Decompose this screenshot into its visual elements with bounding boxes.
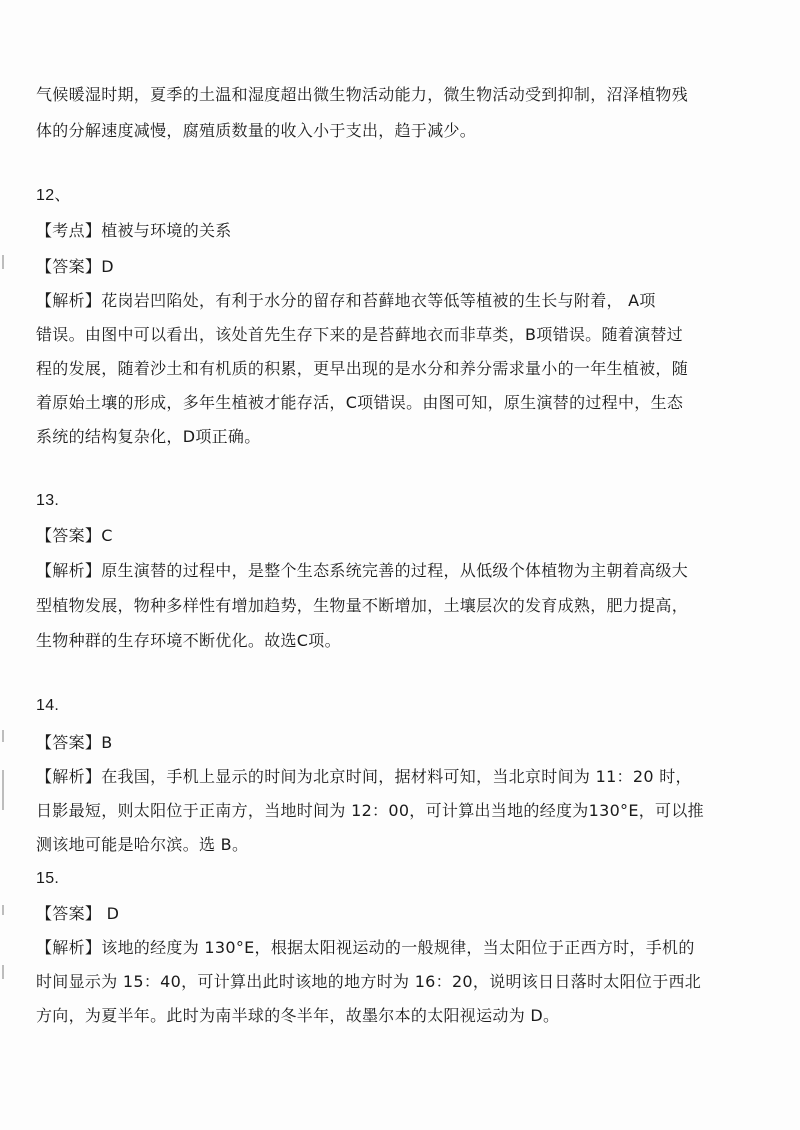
scan-margin-mark [2,965,4,979]
analysis-line: 【解析】原生演替的过程中，是整个生态系统完善的过程，从低级个体植物为主朝着高级大 [36,561,689,580]
kaodian-label: 【考点】植被与环境的关系 [36,221,232,240]
analysis-line: 系统的结构复杂化，D项正确。 [36,427,261,446]
question-number: 12、 [36,187,71,204]
answer-label: 【答案】C [36,526,113,545]
analysis-line: 错误。由图中可以看出，该处首先生存下来的是苔藓地衣而非草类，B项错误。随着演替过 [36,325,683,344]
question-number: 15. [36,870,60,887]
question-number: 14. [36,697,60,714]
analysis-line: 方向，为夏半年。此时为南半球的冬半年，故墨尔本的太阳视运动为 D。 [36,1006,560,1025]
answer-label: 【答案】B [36,733,113,752]
analysis-line: 日影最短，则太阳位于正南方，当地时间为 12：00，可计算出当地的经度为130°E，可以推 [36,801,704,820]
analysis-line: 测该地可能是哈尔滨。选 B。 [36,835,249,854]
analysis-line: 程的发展，随着沙土和有机质的积累，更早出现的是水分和养分需求量小的一年生植被，随 [36,359,689,378]
analysis-line: 型植物发展，物种多样性有增加趋势，生物量不断增加，土壤层次的发育成熟，肥力提高， [36,596,689,615]
scan-margin-mark [2,770,4,810]
analysis-line: 【解析】该地的经度为 130°E，根据太阳视运动的一般规律，当太阳位于正西方时，手机的 [36,938,695,957]
analysis-line: 生物种群的生存环境不断优化。故选C项。 [36,631,341,650]
scan-margin-mark [2,255,4,269]
scan-margin-mark [2,730,4,742]
analysis-line: 【解析】在我国，手机上显示的时间为北京时间，据材料可知，当北京时间为 11：20 时， [36,767,692,786]
question-number: 13. [36,492,60,509]
analysis-line: 【解析】花岗岩凹陷处，有利于水分的留存和苔藓地衣等低等植被的生长与附着， A项 [36,291,656,310]
answer-label: 【答案】D [36,257,114,276]
analysis-line: 时间显示为 15：40，可计算出此时该地的地方时为 16：20，说明该日日落时太阳位于西北 [36,972,702,991]
intro-line: 气候暖湿时期，夏季的土温和湿度超出微生物活动能力，微生物活动受到抑制，沼泽植物残 [36,85,689,104]
answer-label: 【答案】 D [36,904,120,923]
analysis-line: 着原始土壤的形成，多年生植被才能存活，C项错误。由图可知，原生演替的过程中，生态 [36,393,684,412]
intro-line: 体的分解速度减慢，腐殖质数量的收入小于支出，趋于减少。 [36,121,477,140]
scan-margin-mark [2,905,4,915]
